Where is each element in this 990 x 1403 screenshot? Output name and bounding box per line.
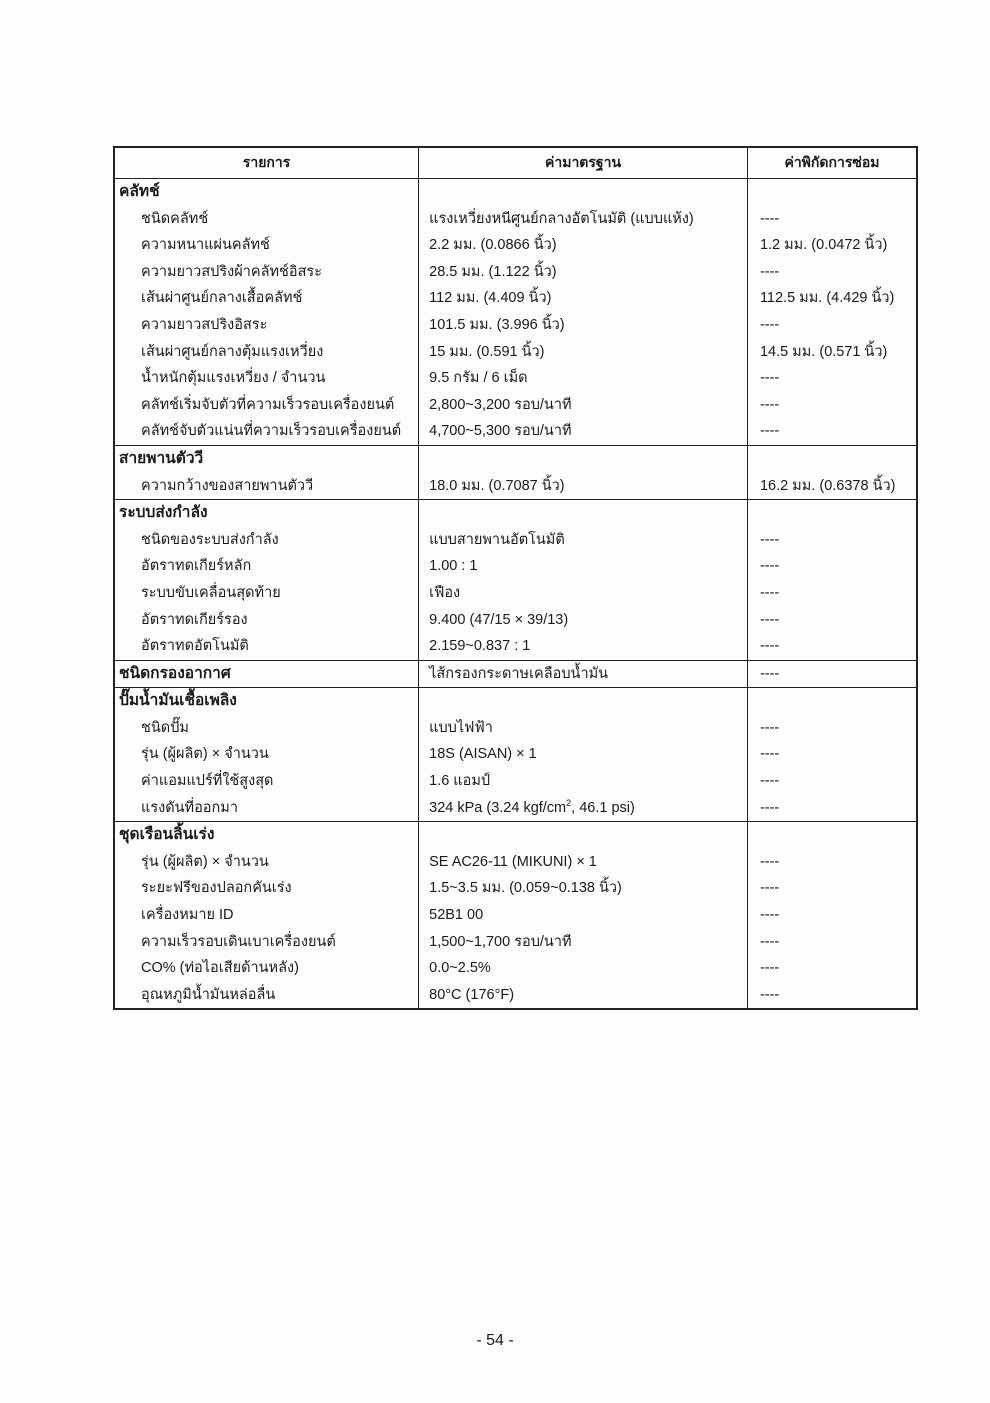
spec-limit: 16.2 มม. (0.6378 นิ้ว) [759, 477, 896, 494]
section-title: สายพานตัววี [119, 449, 204, 467]
spec-limit: ---- [759, 960, 780, 977]
spec-limit: ---- [759, 531, 780, 548]
section-air-filter [114, 660, 917, 688]
spec-standard: 2,800~3,200 รอบ/นาที [429, 396, 572, 413]
spec-item: ระยะฟรีของปลอกคันเร่ง [141, 880, 292, 897]
superscript-2: 2 [566, 797, 572, 808]
section-v-belt [114, 445, 917, 499]
spec-item: คลัทช์เริ่มจับตัวที่ความเร็วรอบเครื่องยนต์ [141, 396, 395, 413]
spec-item: ระบบขับเคลื่อนสุดท้าย [141, 584, 281, 601]
spec-limit: ---- [759, 773, 780, 790]
spec-item: ชนิดปั๊ม [141, 719, 189, 736]
section-throttle-body [114, 822, 917, 1010]
spec-standard: 9.400 (47/15 × 39/13) [429, 611, 569, 628]
section-standard-col [419, 500, 748, 661]
spec-standard: SE AC26-11 (MIKUNI) × 1 [429, 853, 597, 870]
spec-item: ความยาวสปริงอิสระ [141, 316, 268, 333]
spec-item: รุ่น (ผู้ผลิต) × จำนวน [141, 746, 269, 763]
table-header-row [114, 147, 917, 179]
section-standard-col [419, 179, 748, 446]
pressure-value: 324 kPa (3.24 kgf/cm [429, 799, 567, 816]
section-items-col [114, 445, 419, 499]
spec-item: อัตราทดเกียร์หลัก [141, 558, 252, 575]
spec-standard: 1.6 แอมป์ [429, 773, 491, 790]
spec-standard: 112 มม. (4.409 นิ้ว) [429, 290, 552, 307]
spec-limit: ---- [759, 263, 780, 280]
spec-limit: ---- [759, 880, 780, 897]
section-limit-col [747, 445, 917, 499]
spec-limit: 14.5 มม. (0.571 นิ้ว) [759, 343, 888, 360]
spec-standard: 1,500~1,700 รอบ/นาที [429, 933, 572, 950]
section-items-col [114, 822, 419, 1010]
spec-standard: 80°C (176°F) [429, 986, 515, 1003]
section-items-col [114, 179, 419, 446]
spec-item: เส้นผ่าศูนย์กลางเสื้อคลัทช์ [141, 290, 303, 307]
spec-standard: ไส้กรองกระดาษเคลือบน้ำมัน [429, 665, 609, 682]
section-title: คลัทช์ [119, 183, 160, 200]
spec-standard: แรงเหวี่ยงหนีศูนย์กลางอัตโนมัติ (แบบแห้ง) [429, 210, 694, 227]
spec-standard: 18.0 มม. (0.7087 นิ้ว) [429, 477, 565, 494]
section-standard-col [419, 688, 748, 822]
spec-limit: ---- [759, 370, 780, 387]
spec-limit: ---- [759, 396, 780, 413]
spec-table [113, 146, 918, 1010]
spec-item: อัตราทดเกียร์รอง [141, 611, 248, 628]
spec-item: เส้นผ่าศูนย์กลางตุ้มแรงเหวี่ยง [141, 343, 324, 360]
spec-standard: 4,700~5,300 รอบ/นาที [429, 423, 572, 440]
spec-limit: ---- [759, 907, 780, 924]
spec-item: เครื่องหมาย ID [141, 907, 234, 924]
header-standard: ค่ามาตรฐาน [419, 147, 748, 179]
section-limit-col [747, 500, 917, 661]
spec-item: ชนิดของระบบส่งกำลัง [141, 531, 279, 548]
spec-item: น้ำหนักตุ้มแรงเหวี่ยง / จำนวน [141, 370, 326, 387]
spec-standard: 1.00 : 1 [429, 558, 478, 575]
section-clutch [114, 179, 917, 446]
spec-standard: 18S (AISAN) × 1 [429, 746, 537, 763]
spec-standard: 1.5~3.5 มม. (0.059~0.138 นิ้ว) [429, 880, 622, 897]
spec-item: แรงดันที่ออกมา [141, 799, 238, 816]
spec-standard: 28.5 มม. (1.122 นิ้ว) [429, 263, 557, 280]
spec-limit: ---- [759, 210, 780, 227]
section-items-col [114, 688, 419, 822]
header-item: รายการ [114, 147, 419, 179]
section-items-col [114, 660, 419, 688]
spec-item: คลัทช์จับตัวแน่นที่ความเร็วรอบเครื่องยนต์ [141, 423, 402, 440]
section-standard-col [419, 445, 748, 499]
spec-item: ความเร็วรอบเดินเบาเครื่องยนต์ [141, 933, 336, 950]
spec-standard: 2.2 มม. (0.0866 นิ้ว) [429, 237, 557, 254]
spec-item: อัตราทดอัตโนมัติ [141, 638, 249, 655]
section-title: ระบบส่งกำลัง [119, 504, 208, 522]
spec-limit: ---- [759, 638, 780, 655]
spec-limit: 112.5 มม. (4.429 นิ้ว) [759, 290, 895, 307]
spec-item: ความยาวสปริงผ้าคลัทช์อิสระ [141, 263, 323, 280]
spec-item: อุณหภูมิน้ำมันหล่อลื่น [141, 986, 276, 1003]
section-standard-col [419, 822, 748, 1010]
spec-limit: ---- [759, 611, 780, 628]
spec-standard: แบบสายพานอัตโนมัติ [429, 531, 565, 548]
section-limit-col [747, 688, 917, 822]
spec-limit: ---- [759, 746, 780, 763]
page-number: - 54 - [476, 1332, 514, 1349]
spec-standard: แบบไฟฟ้า [429, 719, 493, 736]
spec-item: ค่าแอมแปร์ที่ใช้สูงสุด [141, 773, 274, 790]
spec-limit: ---- [759, 853, 780, 870]
section-title: ปั๊มน้ำมันเชื้อเพลิง [119, 692, 237, 710]
spec-standard: เฟือง [429, 584, 461, 601]
spec-limit: ---- [759, 584, 780, 601]
section-transmission [114, 500, 917, 661]
section-standard-col [419, 660, 748, 688]
section-fuel-pump [114, 688, 917, 822]
section-title: ชุดเรือนลิ้นเร่ง [119, 826, 215, 844]
spec-limit: ---- [759, 316, 780, 333]
section-limit-col [747, 660, 917, 688]
section-items-col [114, 500, 419, 661]
spec-standard: 52B1 00 [429, 907, 484, 924]
section-limit-col [747, 179, 917, 446]
spec-item: ชนิดคลัทช์ [141, 210, 209, 227]
spec-limit: ---- [759, 665, 780, 682]
spec-limit: ---- [759, 719, 780, 736]
spec-standard: 0.0~2.5% [429, 960, 491, 977]
spec-standard: 2.159~0.837 : 1 [429, 638, 531, 655]
spec-limit: ---- [759, 986, 780, 1003]
spec-standard: 101.5 มม. (3.996 นิ้ว) [429, 316, 565, 333]
spec-limit: ---- [759, 558, 780, 575]
spec-limit: ---- [759, 933, 780, 950]
spec-item: ความหนาแผ่นคลัทช์ [141, 237, 270, 254]
spec-limit: ---- [759, 799, 780, 816]
spec-standard: 15 มม. (0.591 นิ้ว) [429, 343, 545, 360]
spec-item: ความกว้างของสายพานตัววี [141, 477, 314, 494]
header-limit: ค่าพิกัดการซ่อม [747, 147, 917, 179]
spec-standard: 9.5 กรัม / 6 เม็ด [429, 370, 528, 387]
spec-limit: ---- [759, 423, 780, 440]
spec-standard [419, 795, 747, 822]
section-limit-col [747, 822, 917, 1010]
spec-limit: 1.2 มม. (0.0472 นิ้ว) [759, 237, 888, 254]
spec-item: รุ่น (ผู้ผลิต) × จำนวน [141, 853, 269, 870]
spec-item: CO% (ท่อไอเสียด้านหลัง) [141, 960, 299, 977]
section-title: ชนิดกรองอากาศ [119, 664, 231, 682]
pressure-value-tail: , 46.1 psi) [571, 799, 635, 816]
